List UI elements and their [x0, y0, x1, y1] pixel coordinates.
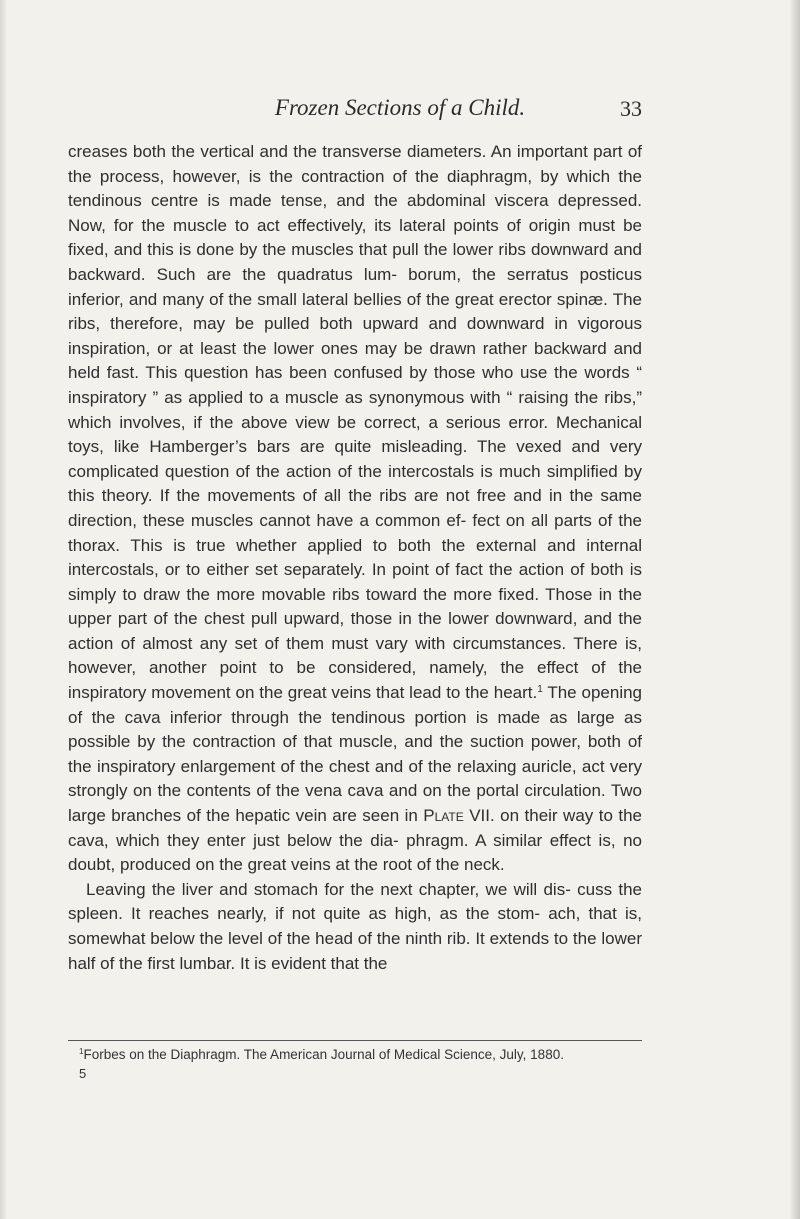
running-title: Frozen Sections of a Child. [274, 95, 526, 120]
plate-reference: Plate [423, 806, 464, 826]
paragraph-text: VII. on their way to the cava, which they enter just below the dia- phragm. A similar effect is, no doubt, produced on the great veins at the root of the neck. [68, 806, 642, 875]
footnote [79, 1046, 639, 1064]
page-left-edge [0, 0, 6, 1219]
footnote-divider [68, 1040, 642, 1041]
footnote-reference: 1 [537, 684, 543, 696]
paragraph: Leaving the liver and stomach for the next chapter, we will dis- cuss the spleen. It reaches nearly, if not quite as high, as the stom- ach, that is, somewhat below the level of the head of the ninth rib. It extends to the lower half of the first lumbar. It is evident that the [68, 879, 642, 973]
footnote-marker: 1 [79, 1047, 84, 1056]
body-text [68, 140, 642, 976]
page-number: 33 [620, 96, 642, 121]
paragraph [68, 140, 642, 878]
page-header [0, 95, 800, 125]
paragraph-text: The opening of the cava inferior through the tendinous portion is made as large as possible by the contraction of that muscle, and the suction power, both of the inspiratory enlargement of the chest and of the relaxing auricle, act very strongly on the contents of the vena cava and on the portal circulation. Two large branches of the hepatic vein are seen in [68, 683, 643, 826]
page-right-edge [790, 0, 800, 1219]
footnote-text: Forbes on the Diaphragm. The American Journal of Medical Science, July, 1880. [83, 1047, 564, 1062]
paragraph-text: creases both the vertical and the transverse diameters. An important part of the process, however, is the contraction of the diaphragm, by which the tendinous centre is made tense, and the abdominal viscera depressed. Now, for the muscle to act effectively, its lateral points of origin must be fixed, and this is done by the muscles that pull the lower ribs downward and backward. Such are the quadratus lum- borum, the serratus posticus inferior, and many of the small lateral bellies of the great erector spinæ. The ribs, therefore, may be pulled both upward and downward in vigorous inspiration, or at least the lower ones may be drawn rather backward and held fast. This question has been confused by those who use the words “ inspiratory ” as applied to a muscle as synonymous with “ raising the ribs,” which involves, if the above view be correct, a serious error. Mechanical toys, like Hamberger’s bars are quite misleading. The vexed and very complicated question of the action of the intercostals is much simplified by this theory. If the movements of all the ribs are not free and in the same direction, these muscles cannot have a common ef- fect on all parts of the thorax. This is true whether applied to both the external and internal intercostals, or to either set separately. In point of fact the action of both is simply to draw the more movable ribs toward the more fixed. Those in the upper part of the chest pull upward, those in the lower downward, and the action of almost any set of them must vary with circumstances. There is, however, another point to be considered, namely, the effect of the inspiratory movement on the great veins that lead to the heart. [68, 142, 642, 703]
signature-mark: 5 [79, 1066, 87, 1081]
